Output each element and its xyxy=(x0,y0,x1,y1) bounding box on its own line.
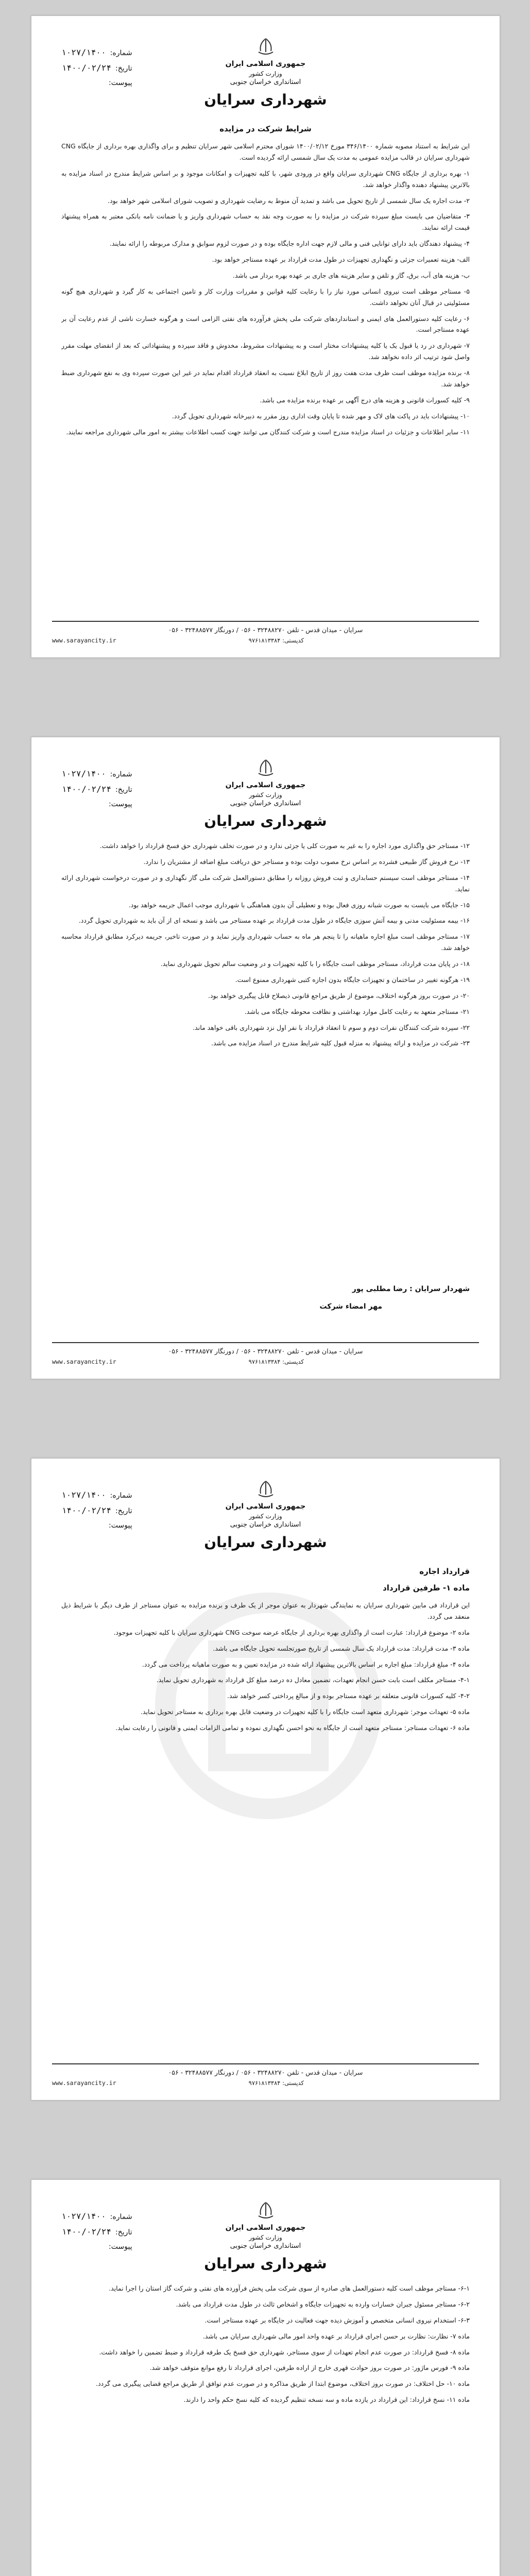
footer-postal: کدپستی: ۹۷۶۱۸۱۳۳۸۴ xyxy=(248,1358,304,1365)
iran-emblem-icon xyxy=(252,1479,279,1500)
letter-page-3 xyxy=(31,1458,500,2100)
paragraph: ۷- شهرداری در رد یا قبول یک یا کلیه پیشنهادات مختار است و به پیشنهادات مشروط، مخدوش و فاقد سپرده و پیشنهاداتی که بعد از انقضای مهلت مقرر واصل شود ترتیب اثر داده نخواهد شد. xyxy=(61,342,470,361)
paragraph: ۴- پیشنهاد دهندگان باید دارای توانایی فنی و مالی لازم جهت اداره جایگاه بوده و در صورت لزوم سوابق و مدارک مربوطه را ارائه نمایند. xyxy=(109,240,470,248)
paragraph: ۶-۲- مستاجر مسئول جبران خسارات وارده به تجهیزات جایگاه و اشخاص ثالث در طول مدت قرارداد می باشد. xyxy=(176,2300,470,2308)
letter-date: ۱۴۰۰/۰۲/۲۴ xyxy=(61,63,112,73)
footer-website[interactable]: www.sarayancity.ir xyxy=(52,1358,116,1365)
letter-attachment-row: پیوست: xyxy=(109,800,132,808)
footer-divider xyxy=(52,2063,479,2064)
letter-body xyxy=(61,840,470,1224)
org-title: شهرداری سرایان xyxy=(204,1533,327,1551)
paragraph: ۱۷- مستاجر موظف است مبلغ اجاره ماهیانه را تا پنجم هر ماه به حساب شهرداری واریز نماید و در صورت تاخیر، جریمه دیرکرد مطابق قرارداد محاسبه خواهد شد. xyxy=(61,933,470,952)
paragraph: ۲۳- شرکت در مزایده و ارائه پیشنهاد به منزله قبول کلیه شرایط مندرج در اسناد مزایده می باشد. xyxy=(211,1039,470,1047)
letter-page-2 xyxy=(31,737,500,1379)
letter-number-row: شماره:۱۰۲۷/۱۴۰۰ xyxy=(61,47,132,57)
paragraph: ماده ۲- موضوع قرارداد: عبارت است از واگذاری بهره برداری از جایگاه عرضه سوخت CNG شهرداری سرایان با کلیه تجهیزات موجود. xyxy=(113,1628,470,1636)
footer-website[interactable]: www.sarayancity.ir xyxy=(52,637,116,644)
paragraph: این قرارداد فی مابین شهرداری سرایان به نمایندگی شهردار به عنوان موجر از یک طرف و برنده مزایده به عنوان مستاجر از طرف دیگر با شرایط ذیل منعقد می گردد. xyxy=(61,1601,470,1620)
org-ministry: وزارت کشور xyxy=(249,2233,282,2241)
paragraph: ۲۱- مستاجر متعهد به رعایت کامل موارد بهداشتی و نظافت محوطه جایگاه می باشد. xyxy=(244,1007,470,1015)
section-title: شرایط شرکت در مزایده xyxy=(219,124,312,133)
letter-date-row: تاریخ:۱۴۰۰/۰۲/۲۴ xyxy=(61,2227,132,2237)
org-block xyxy=(31,59,500,110)
letter-body xyxy=(61,1562,470,2038)
org-ministry: وزارت کشور xyxy=(249,70,282,77)
paragraph: ماده ۳- مدت قرارداد: مدت قرارداد یک سال شمسی از تاریخ صورتجلسه تحویل جایگاه می باشد. xyxy=(213,1644,470,1652)
iran-emblem-icon xyxy=(252,2200,279,2221)
paragraph: الف- هزینه تعمیرات جزئی و نگهداری تجهیزات در طول مدت قرارداد بر عهده مستاجر خواهد بود. xyxy=(212,256,470,263)
paragraph: ۱۲- مستاجر حق واگذاری مورد اجاره را به غیر به صورت کلی یا جزئی ندارد و در صورت تخلف شهرداری حق فسخ قرارداد را خواهد داشت. xyxy=(99,842,470,850)
letter-footer xyxy=(52,2063,479,2087)
letter-page-4 xyxy=(31,2179,500,2576)
letter-date: ۱۴۰۰/۰۲/۲۴ xyxy=(61,784,112,794)
paragraph-list xyxy=(61,840,470,1049)
footer-website[interactable]: www.sarayancity.ir xyxy=(52,2079,116,2087)
paragraph: ۶-۱- مستاجر موظف است کلیه دستورالعمل های صادره از سوی شرکت ملی پخش فرآورده های نفتی و شرکت گاز استان را اجرا نماید. xyxy=(109,2284,470,2292)
footer-divider xyxy=(52,1342,479,1343)
footer-contact: سرایان - میدان قدس - تلفن ۳۲۴۸۸۲۷۰ - ۰۵۶ / دورنگار ۳۲۴۸۸۵۷۷ - ۰۵۶ xyxy=(168,2069,363,2076)
paragraph: ب- هزینه های آب، برق، گاز و تلفن و سایر هزینه های جاری بر عهده بهره بردار می باشد. xyxy=(232,271,470,279)
paragraph: ۹- کلیه کسورات قانونی و هزینه های درج آگهی بر عهده برنده مزایده می باشد. xyxy=(260,396,470,404)
letter-number-row: شماره:۱۰۲۷/۱۴۰۰ xyxy=(61,769,132,778)
paragraph: ۲۰- در صورت بروز هرگونه اختلاف، موضوع از طریق مراجع قانونی ذیصلاح قابل پیگیری خواهد بود. xyxy=(208,991,470,999)
letterhead xyxy=(31,737,500,845)
org-block xyxy=(31,1502,500,1552)
paragraph: ۶-۳- استخدام نیروی انسانی متخصص و آموزش دیده جهت فعالیت در جایگاه بر عهده مستاجر است. xyxy=(204,2316,470,2324)
org-title: شهرداری سرایان xyxy=(204,2255,327,2272)
org-title: شهرداری سرایان xyxy=(204,812,327,829)
paragraph-list xyxy=(61,2283,470,2405)
letter-attachment-row: پیوست: xyxy=(109,1521,132,1530)
paragraph: ماده ۶- تعهدات مستاجر: مستاجر متعهد است از جایگاه به نحو احسن نگهداری نموده و تمامی الزامات ایمنی و قانونی را رعایت نماید. xyxy=(115,1724,470,1732)
signature-block xyxy=(61,1285,470,1311)
paragraph: ۱۴- مستاجر موظف است سیستم حسابداری و ثبت فروش روزانه را مطابق دستورالعمل شرکت ملی گاز نگهداری و در صورت درخواست شهرداری ارائه نماید. xyxy=(61,873,470,893)
letterhead xyxy=(31,2180,500,2288)
org-country: جمهوری اسلامی ایران xyxy=(225,781,306,789)
letter-number-row: شماره:۱۰۲۷/۱۴۰۰ xyxy=(61,2211,132,2221)
org-province: استانداری خراسان جنوبی xyxy=(230,2242,301,2250)
paragraph: این شرایط به استناد مصوبه شماره ۳۴۶/۱۴۰۰ مورخ ۱۴۰۰/۰۲/۱۲ شورای محترم اسلامی شهر سرایان تنظیم و برای واگذاری بهره برداری از جایگاه CNG شهرداری سرایان در قالب مزایده عمومی به مدت یک سال شمسی ارائه گردیده است. xyxy=(61,142,470,161)
paragraph: ۱۱- سایر اطلاعات و جزئیات در اسناد مزایده مندرج است و شرکت کنندگان می توانند جهت کسب اطلاعات بیشتر به امور مالی شهرداری مراجعه نمایند. xyxy=(66,428,470,436)
paragraph: ۳- متقاضیان می بایست مبلغ سپرده شرکت در مزایده را به صورت وجه نقد به حساب شهرداری واریز و یا ضمانت نامه بانکی معتبر به همراه پیشنهاد قیمت ارائه نمایند. xyxy=(61,212,470,232)
paragraph: ماده ۹- فورس ماژور: در صورت بروز حوادث قهری خارج از اراده طرفین، اجرای قرارداد تا رفع موانع متوقف خواهد شد. xyxy=(149,2364,470,2372)
org-province: استانداری خراسان جنوبی xyxy=(230,1521,301,1529)
letter-date: ۱۴۰۰/۰۲/۲۴ xyxy=(61,2227,112,2237)
letter-body xyxy=(61,2283,470,2576)
paragraph: ۴-۲- کلیه کسورات قانونی متعلقه بر عهده مستاجر بوده و از مبالغ پرداختی کسر خواهد شد. xyxy=(227,1692,470,1700)
paragraph: ۱۹- هرگونه تغییر در ساختمان و تجهیزات جایگاه بدون اجازه کتبی شهرداری ممنوع است. xyxy=(235,975,470,984)
letter-attachment-row: پیوست: xyxy=(109,78,132,87)
paragraph: ۴-۱- مستاجر مکلف است بابت حسن انجام تعهدات، تضمین معادل ده درصد مبلغ کل قرارداد به شهرداری تحویل نماید. xyxy=(156,1676,470,1684)
paragraph: ۲- مدت اجاره یک سال شمسی از تاریخ تحویل می باشد و تمدید آن منوط به رضایت شهرداری و تصویب شورای اسلامی شهر خواهد بود. xyxy=(108,196,470,205)
letter-date: ۱۴۰۰/۰۲/۲۴ xyxy=(61,1505,112,1516)
footer-postal: کدپستی: ۹۷۶۱۸۱۳۳۸۴ xyxy=(248,2079,304,2087)
letter-body xyxy=(61,119,470,596)
paragraph-list xyxy=(61,1600,470,1734)
org-country: جمهوری اسلامی ایران xyxy=(225,2224,306,2232)
letter-date-row: تاریخ:۱۴۰۰/۰۲/۲۴ xyxy=(61,1505,132,1516)
footer-divider xyxy=(52,621,479,622)
letter-date-row: تاریخ:۱۴۰۰/۰۲/۲۴ xyxy=(61,63,132,73)
paragraph: ماده ۱۱- نسخ قرارداد: این قرارداد در یازده ماده و سه نسخه تنظیم گردیده که کلیه نسخ حکم واحد را دارند. xyxy=(183,2396,470,2404)
paragraph: ماده ۵- تعهدات موجر: شهرداری متعهد است جایگاه را با کلیه تجهیزات در وضعیت قابل بهره برداری به مستاجر تحویل نماید. xyxy=(141,1708,470,1716)
paragraph: ۱۶- بیمه مسئولیت مدنی و بیمه آتش سوزی جایگاه در طول مدت قرارداد بر عهده مستاجر می باشد و نسخه ای از آن باید به شهرداری تحویل گردد. xyxy=(78,917,470,925)
org-country: جمهوری اسلامی ایران xyxy=(225,60,306,68)
letter-page-1 xyxy=(31,15,500,658)
letter-footer xyxy=(52,1342,479,1365)
org-title: شهرداری سرایان xyxy=(204,91,327,108)
letter-attachment-row: پیوست: xyxy=(109,2242,132,2251)
letter-number: ۱۰۲۷/۱۴۰۰ xyxy=(61,47,106,57)
letter-number: ۱۰۲۷/۱۴۰۰ xyxy=(61,1490,106,1500)
letter-number: ۱۰۲۷/۱۴۰۰ xyxy=(61,769,106,778)
footer-contact: سرایان - میدان قدس - تلفن ۳۲۴۸۸۲۷۰ - ۰۵۶ / دورنگار ۳۲۴۸۸۵۷۷ - ۰۵۶ xyxy=(168,626,363,634)
section-title: قرارداد اجاره xyxy=(419,1567,470,1576)
org-ministry: وزارت کشور xyxy=(249,1512,282,1520)
org-block xyxy=(31,2223,500,2274)
org-country: جمهوری اسلامی ایران xyxy=(225,1502,306,1511)
letter-number: ۱۰۲۷/۱۴۰۰ xyxy=(61,2211,106,2221)
paragraph: ۲۲- سپرده شرکت کنندگان نفرات دوم و سوم تا انعقاد قرارداد با نفر اول نزد شهرداری باقی خواهد ماند. xyxy=(193,1023,470,1031)
letter-footer xyxy=(52,621,479,644)
paragraph: ۱- بهره برداری از جایگاه CNG شهرداری سرایان واقع در ورودی شهر، با کلیه تجهیزات و امکانات موجود و بر اساس شرایط مندرج در اسناد مزایده به بالاترین پیشنهاد دهنده واگذار خواهد شد. xyxy=(61,169,470,189)
paragraph-list xyxy=(61,141,470,437)
article-title: ماده ۱- طرفین قرارداد xyxy=(383,1583,470,1592)
paragraph: ۶- رعایت کلیه دستورالعمل های ایمنی و استانداردهای شرکت ملی پخش فرآورده های نفتی الزامی است و هرگونه خسارت ناشی از عدم رعایت آن بر عهده مستاجر است. xyxy=(61,314,470,334)
iran-emblem-icon xyxy=(252,758,279,778)
org-province: استانداری خراسان جنوبی xyxy=(230,78,301,87)
letter-date-row: تاریخ:۱۴۰۰/۰۲/۲۴ xyxy=(61,784,132,794)
paragraph: ۱۰- پیشنهادات باید در پاکت های لاک و مهر شده تا پایان وقت اداری روز مقرر به دبیرخانه شهرداری تحویل گردد. xyxy=(172,412,470,420)
paragraph: ۱۸- در پایان مدت قرارداد، مستاجر موظف است جایگاه را با کلیه تجهیزات و در وضعیت سالم تحویل شهرداری نماید. xyxy=(160,960,470,968)
paragraph: ۵- مستاجر موظف است نیروی انسانی مورد نیاز را با رعایت کلیه قوانین و مقررات وزارت کار و تامین اجتماعی به کار گیرد و شهرداری هیچ گونه مسئولیتی در قبال آنان نخواهد داشت. xyxy=(61,287,470,307)
paragraph: ماده ۸- فسخ قرارداد: در صورت عدم انجام تعهدات از سوی مستاجر، شهرداری حق فسخ یک طرفه قرارداد و ضبط تضمین را خواهد داشت. xyxy=(99,2348,470,2356)
letterhead xyxy=(31,16,500,124)
footer-postal: کدپستی: ۹۷۶۱۸۱۳۳۸۴ xyxy=(248,637,304,644)
paragraph: ماده ۴- مبلغ قرارداد: مبلغ اجاره بر اساس بالاترین پیشنهاد ارائه شده در مزایده تعیین و به صورت ماهیانه پرداخت می گردد. xyxy=(142,1660,470,1668)
paragraph: ماده ۱۰- حل اختلاف: در صورت بروز اختلاف، موضوع ابتدا از طریق مذاکره و در صورت عدم توافق از طریق مراجع قضایی پیگیری می گردد. xyxy=(96,2380,470,2388)
org-province: استانداری خراسان جنوبی xyxy=(230,800,301,808)
org-ministry: وزارت کشور xyxy=(249,791,282,799)
letterhead xyxy=(31,1459,500,1567)
paragraph: ۱۳- نرخ فروش گاز طبیعی فشرده بر اساس نرخ مصوب دولت بوده و مستاجر حق دریافت مبلغ اضافه از مشتریان را ندارد. xyxy=(143,857,470,866)
signer-name: شهردار سرایان : رضا مطلبی پور xyxy=(352,1285,470,1293)
paragraph: ۸- برنده مزایده موظف است ظرف مدت هفت روز از تاریخ ابلاغ نسبت به انعقاد قرارداد اقدام نماید در غیر این صورت سپرده وی به نفع شهرداری ضبط خواهد شد. xyxy=(61,369,470,388)
iran-emblem-icon xyxy=(252,37,279,57)
paragraph: ماده ۷- نظارت: نظارت بر حسن اجرای قرارداد بر عهده واحد امور مالی شهرداری سرایان می باشد. xyxy=(202,2332,470,2340)
signer-caption: مهر امضاء شرکت xyxy=(319,1302,382,1311)
footer-contact: سرایان - میدان قدس - تلفن ۳۲۴۸۸۲۷۰ - ۰۵۶ / دورنگار ۳۲۴۸۸۵۷۷ - ۰۵۶ xyxy=(168,1347,363,1355)
paragraph: ۱۵- جایگاه می بایست به صورت شبانه روزی فعال بوده و تعطیلی آن بدون هماهنگی با شهرداری موجب اعمال جریمه خواهد بود. xyxy=(128,901,470,909)
org-block xyxy=(31,781,500,831)
letter-number-row: شماره:۱۰۲۷/۱۴۰۰ xyxy=(61,1490,132,1500)
